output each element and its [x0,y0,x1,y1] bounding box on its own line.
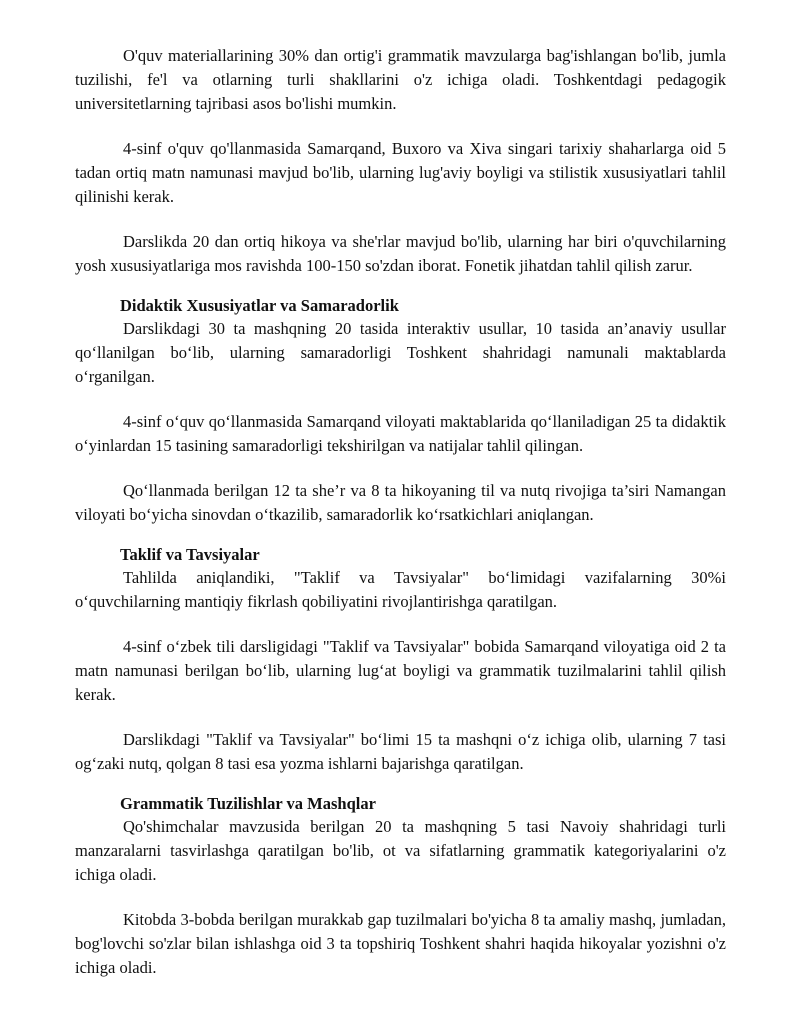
paragraph: Darslikda 20 dan ortiq hikoya va she'rlar mavjud bo'lib, ularning har biri o'quvchilarning yosh xususiyatlariga mos ravishda 100-150 so'zdan iborat. Fonetik jihatdan tahlil qilish zarur. [75,232,726,275]
section-heading: Taklif va Tavsiyalar [120,545,260,564]
paragraph: Darslikdagi 30 ta mashqning 20 tasida interaktiv usullar, 10 tasida an’anaviy usullar qo‘llanilgan bo‘lib, ularning samaradorligi Toshkent shahridagi namunali maktablarda o‘rganilgan. [75,319,726,386]
section-heading: Grammatik Tuzilishlar va Mashqlar [120,794,376,813]
paragraph: Qo'shimchalar mavzusida berilgan 20 ta mashqning 5 tasi Navoiy shahridagi turli manzaralarni tasvirlashga qaratilgan bo'lib, ot va sifatlarning grammatik kategoriyalarini o'z ichiga oladi. [75,817,726,884]
paragraph: 4-sinf o‘quv qo‘llanmasida Samarqand viloyati maktablarida qo‘llaniladigan 25 ta didaktik o‘yinlardan 15 tasining samaradorligi tekshirilgan va natijalar tahlil qilingan. [75,412,726,455]
paragraph: 4-sinf o'quv qo'llanmasida Samarqand, Buxoro va Xiva singari tarixiy shaharlarga oid 5 tadan ortiq matn namunasi mavjud bo'lib, ularning lug'aviy boyligi va stilistik xususiyatlari tahlil qilinishi kerak. [75,139,726,206]
paragraph: Tahlilda aniqlandiki, "Taklif va Tavsiyalar" bo‘limidagi vazifalarning 30%i o‘quvchilarning mantiqiy fikrlash qobiliyatini rivojlantirishga qaratilgan. [75,568,726,611]
paragraph: O'quv materiallarining 30% dan ortig'i grammatik mavzularga bag'ishlangan bo'lib, jumla tuzilishi, fe'l va otlarning turli shakllarini o'z ichiga oladi. Toshkentdagi pedagogik universitetlarning tajribasi asos bo'lishi mumkin. [75,46,726,113]
paragraph: Qo‘llanmada berilgan 12 ta she’r va 8 ta hikoyaning til va nutq rivojiga ta’siri Namangan viloyati bo‘yicha sinovdan o‘tkazilib, samaradorlik ko‘rsatkichlari aniqlangan. [75,481,726,524]
paragraph: 4-sinf o‘zbek tili darsligidagi "Taklif va Tavsiyalar" bobida Samarqand viloyatiga oid 2 ta matn namunasi berilgan bo‘lib, ularning lug‘at boyligi va grammatik tuzilmalarini tahlil qilish kerak. [75,637,726,704]
paragraph: Darslikdagi "Taklif va Tavsiyalar" bo‘limi 15 ta mashqni o‘z ichiga olib, ularning 7 tasi og‘zaki nutq, qolgan 8 tasi esa yozma ishlarni bajarishga qaratilgan. [75,730,726,773]
document-page [75,44,726,1001]
paragraph: Kitobda 3-bobda berilgan murakkab gap tuzilmalari bo'yicha 8 ta amaliy mashq, jumladan, bog'lovchi so'zlar bilan ishlashga oid 3 ta topshiriq Toshkent shahri haqida hikoyalar yozishni o'z ichiga oladi. [75,910,726,977]
section-heading: Didaktik Xususiyatlar va Samaradorlik [120,296,399,315]
